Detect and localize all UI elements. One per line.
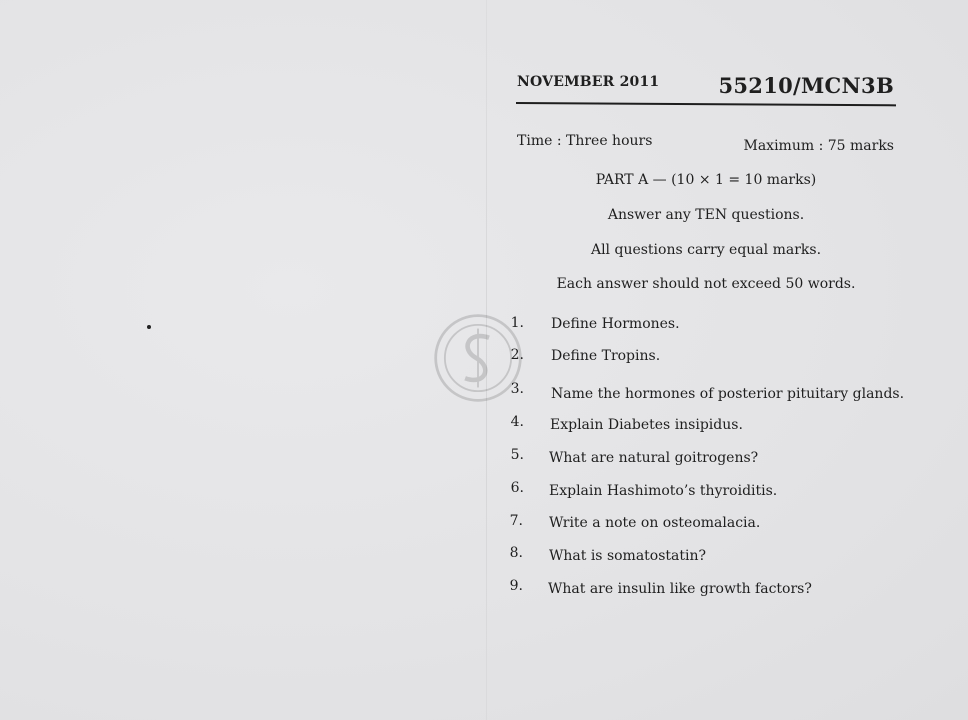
instruction-word-limit: Each answer should not exceed 50 words. xyxy=(556,276,856,292)
exam-maximum-marks: Maximum : 75 marks xyxy=(743,138,894,154)
question-number: 9. xyxy=(509,578,523,594)
question-number: 2. xyxy=(510,347,524,363)
question-number: 6. xyxy=(510,480,524,496)
exam-time: Time : Three hours xyxy=(517,133,653,149)
question-text: What is somatostatin? xyxy=(549,548,707,564)
question-text: Explain Hashimoto’s thyroiditis. xyxy=(549,483,778,499)
question-text: What are insulin like growth factors? xyxy=(548,581,812,597)
question-number: 7. xyxy=(509,513,523,529)
exam-month-year: NOVEMBER 2011 xyxy=(517,74,660,90)
question-text: What are natural goitrogens? xyxy=(549,450,759,466)
question-text: Write a note on osteomalacia. xyxy=(549,515,761,531)
question-text: Name the hormones of posterior pituitary glands. xyxy=(551,386,905,402)
ink-dot xyxy=(147,325,151,329)
part-heading: PART A — (10 × 1 = 10 marks) xyxy=(595,172,817,188)
question-number: 1. xyxy=(510,315,524,331)
instruction-answer: Answer any TEN questions. xyxy=(607,207,805,223)
question-number: 3. xyxy=(510,381,524,397)
question-text: Explain Diabetes insipidus. xyxy=(550,417,743,433)
question-number: 4. xyxy=(510,414,524,430)
question-text: Define Hormones. xyxy=(551,316,680,332)
question-text: Define Tropins. xyxy=(551,348,661,364)
question-number: 5. xyxy=(510,447,524,463)
question-number: 8. xyxy=(509,545,523,561)
exam-code: 55210/MCN3B xyxy=(718,73,894,98)
instruction-equal-marks: All questions carry equal marks. xyxy=(590,242,822,258)
